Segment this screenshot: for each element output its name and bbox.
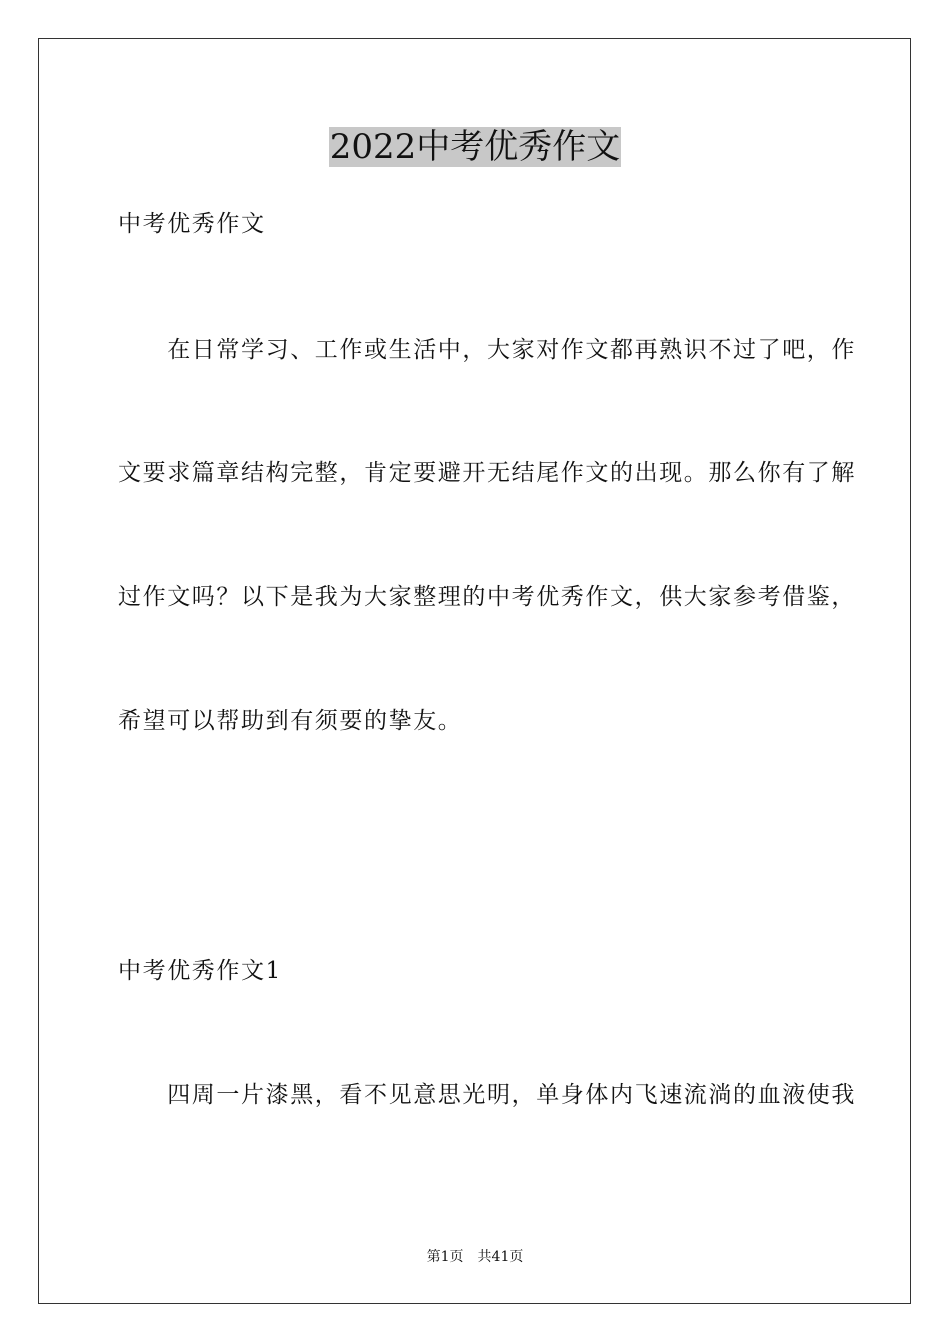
body-line: 文要求篇章结构完整，肯定要避开无结尾作文的出现。那么你有了解 <box>118 460 856 486</box>
document-title <box>0 124 950 170</box>
section-heading: 中考优秀作文1 <box>118 958 282 984</box>
body-line: 四周一片漆黑，看不见意思光明，单身体内飞速流淌的血液使我 <box>118 1082 856 1108</box>
document-title-text: 2022中考优秀作文 <box>329 127 621 167</box>
section-heading: 中考优秀作文 <box>118 211 266 237</box>
body-line: 过作文吗？以下是我为大家整理的中考优秀作文，供大家参考借鉴， <box>118 584 856 610</box>
body-line: 希望可以帮助到有须要的挚友。 <box>118 708 463 734</box>
body-line: 在日常学习、工作或生活中，大家对作文都再熟识不过了吧，作 <box>118 337 856 363</box>
page-footer: 第1页 共41页 <box>426 1249 524 1265</box>
